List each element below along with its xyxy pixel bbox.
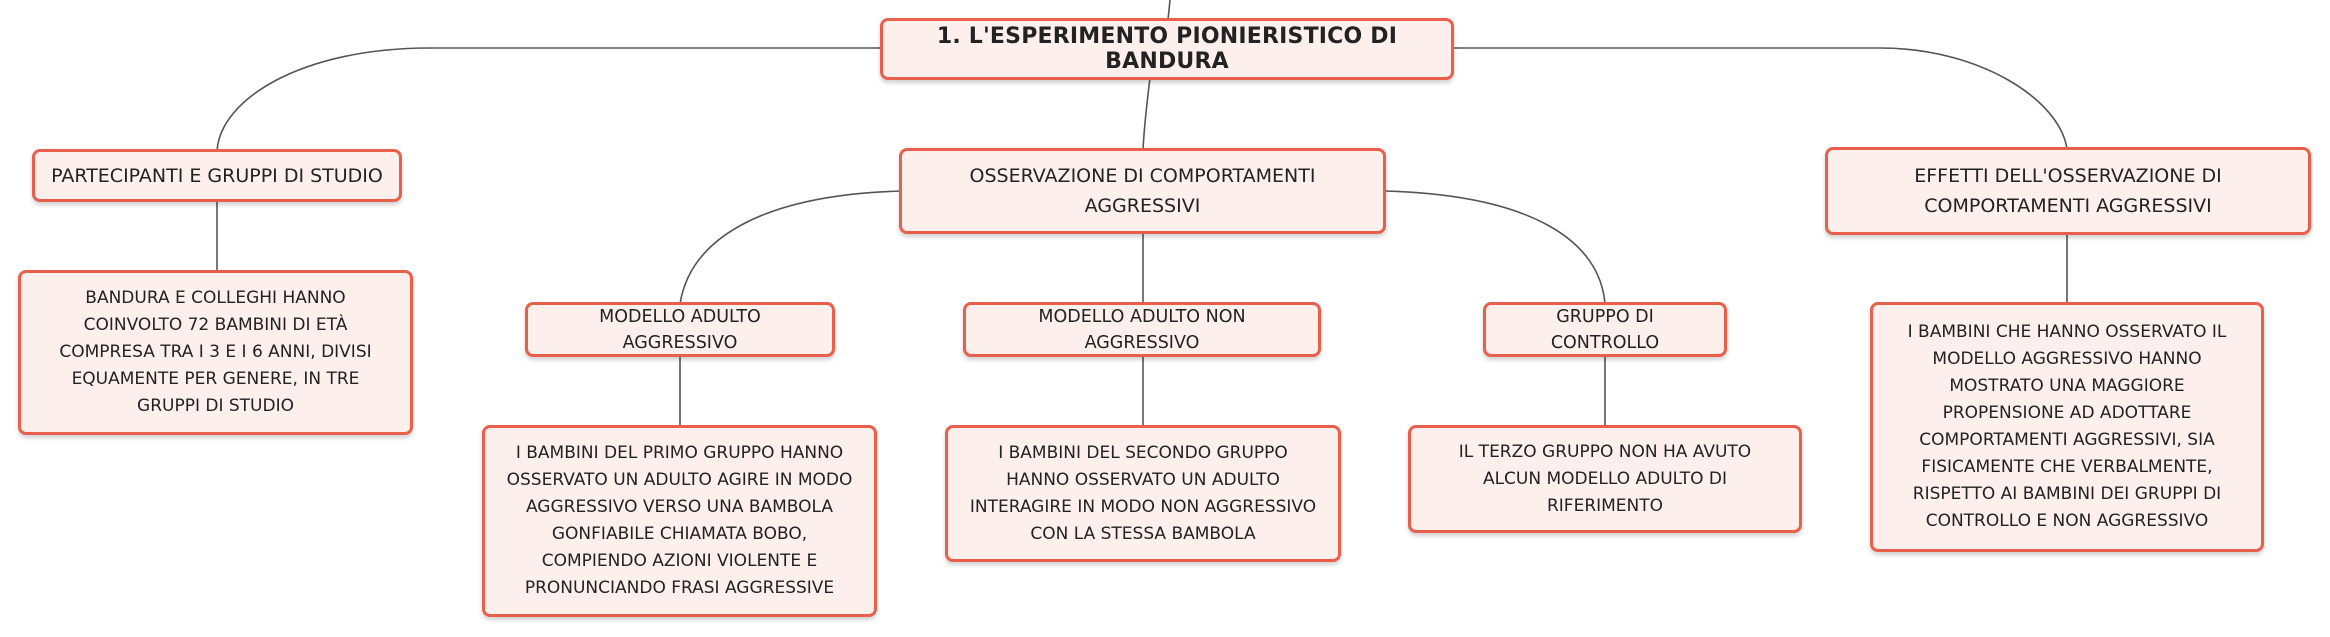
branch-aggressive-model-label: MODELLO ADULTO AGGRESSIVO xyxy=(599,306,761,353)
connector-root-right xyxy=(1452,48,2067,149)
connector-root-center xyxy=(1143,78,1150,150)
connector-center-branch-3 xyxy=(1385,191,1605,304)
topic-participants-label: PARTECIPANTI E GRUPPI DI STUDIO xyxy=(51,164,383,187)
branch-control-group-label: GRUPPO DI CONTROLLO xyxy=(1550,306,1660,353)
branch-aggressive-model[interactable] xyxy=(525,302,835,357)
non-aggressive-model-detail-text: I BAMBINI DEL SECONDO GRUPPO HANNO OSSERVATO UN ADULTO INTERAGIRE IN MODO NON AGGRESSIVO CON LA STESSA BAMBOLA xyxy=(969,442,1317,544)
non-aggressive-model-detail[interactable] xyxy=(945,425,1341,562)
branch-non-aggressive-model-label: MODELLO ADULTO NON AGGRESSIVO xyxy=(1038,306,1246,353)
root-topic[interactable] xyxy=(880,18,1454,80)
connector-root-left xyxy=(217,48,882,151)
participants-detail[interactable] xyxy=(18,270,413,435)
branch-non-aggressive-model[interactable] xyxy=(963,302,1321,357)
root-topic-label: 1. L'ESPERIMENTO PIONIERISTICO DI BANDURA xyxy=(936,24,1398,74)
connector-root-up xyxy=(1168,0,1170,20)
topic-observation[interactable] xyxy=(899,148,1386,234)
connector-center-branch-1 xyxy=(680,191,901,304)
branch-control-group[interactable] xyxy=(1483,302,1727,357)
control-group-detail-text: IL TERZO GRUPPO NON HA AVUTO ALCUN MODELLO ADULTO DI RIFERIMENTO xyxy=(1458,441,1752,516)
aggressive-model-detail[interactable] xyxy=(482,425,877,617)
participants-detail-text: BANDURA E COLLEGHI HANNO COINVOLTO 72 BAMBINI DI ETÀ COMPRESA TRA I 3 E I 6 ANNI, DIVISI EQUAMENTE PER GENERE, IN TRE GRUPPI DI STUDIO xyxy=(59,288,372,416)
topic-observation-label: OSSERVAZIONE DI COMPORTAMENTI AGGRESSIVI xyxy=(969,165,1316,217)
topic-effects[interactable] xyxy=(1825,147,2311,235)
aggressive-model-detail-text: I BAMBINI DEL PRIMO GRUPPO HANNO OSSERVATO UN ADULTO AGIRE IN MODO AGGRESSIVO VERSO UNA BAMBOLA GONFIABILE CHIAMATA BOBO, COMPIENDO AZIONI VIOLENTE E PRONUNCIANDO FRASI AGGRESSIVE xyxy=(506,443,853,598)
topic-effects-label: EFFETTI DELL'OSSERVAZIONE DI COMPORTAMENTI AGGRESSIVI xyxy=(1914,165,2222,217)
effects-detail-text: I BAMBINI CHE HANNO OSSERVATO IL MODELLO AGGRESSIVO HANNO MOSTRATO UNA MAGGIORE PROPENSIONE AD ADOTTARE COMPORTAMENTI AGGRESSIVI, SIA FISICAMENTE CHE VERBALMENTE, RISPETTO AI BAMBINI DEI GRUPPI DI CONTROLLO E NON AGGRESSIVO xyxy=(1907,322,2227,531)
effects-detail[interactable] xyxy=(1870,302,2264,552)
topic-participants[interactable] xyxy=(32,149,402,202)
control-group-detail[interactable] xyxy=(1408,425,1802,533)
